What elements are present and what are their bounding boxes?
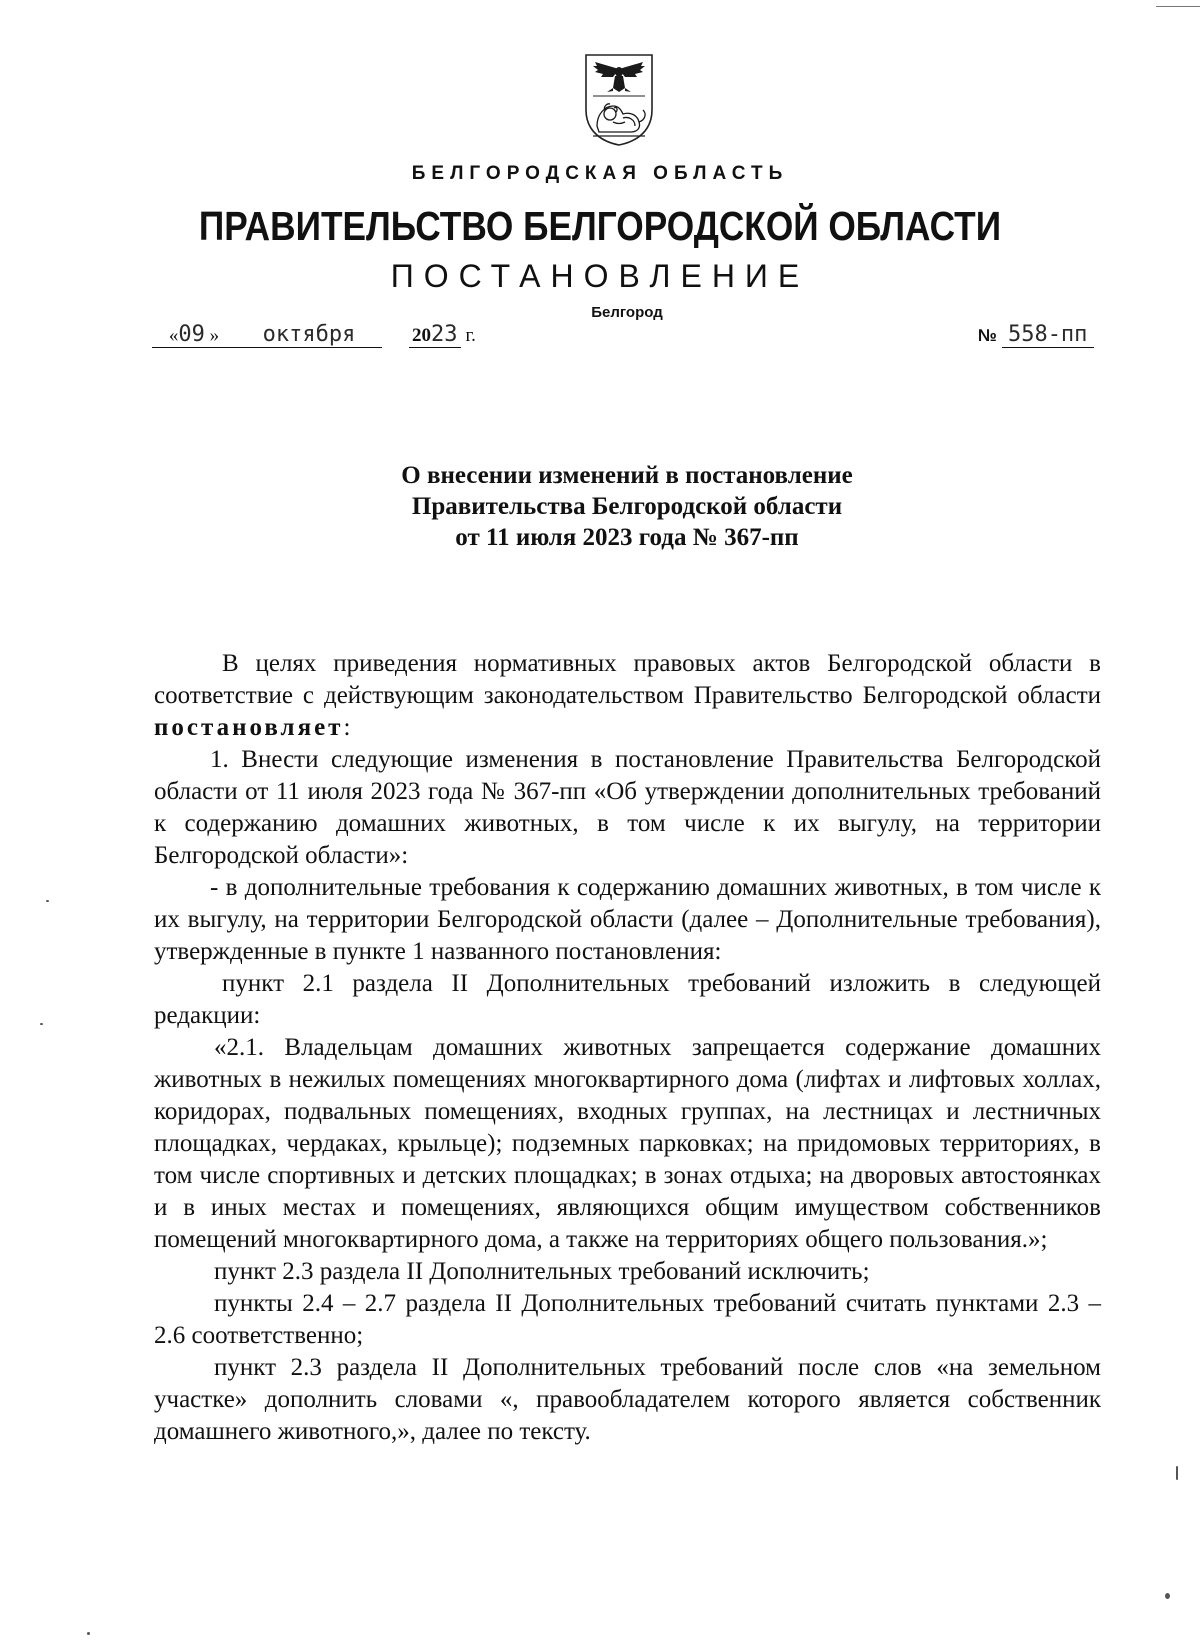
number-field xyxy=(1002,324,1094,348)
date-day: 09 xyxy=(178,322,205,347)
paragraph-clause-2-1-text: «2.1. Владельцам домашних животных запрещается содержание домашних животных в нежилых помещениях многоквартирного дома (лифтах и лифтовых холлах, коридорах, подвальных помещениях, входных группах, на лестницах и лестничных площадках, чердаках, крыльце); подземных парковках; на придомовых территориях, в том числе спортивных и детских площадках; в зонах отдыха; на дворовых автостоянках и в иных местах и помещениях, являющихся общим имуществом собственников помещений многоквартирного дома, а также на территориях общего пользования.»; xyxy=(154,1034,1101,1253)
date-year-unit: г. xyxy=(465,325,476,346)
city-name: Белгород xyxy=(591,304,663,321)
paragraph-amendments-intro: - в дополнительные требования к содержанию домашних животных, в том числе к их выгулу, на территории Белгородской области (далее – Дополнительные требования), утвержденные в пункте 1 названного постановления: xyxy=(154,874,1101,965)
scan-speck xyxy=(1176,1466,1178,1480)
scan-speck xyxy=(1165,1593,1170,1599)
date-quote-close: » xyxy=(209,325,220,346)
scan-speck xyxy=(40,1023,43,1025)
number-label: № xyxy=(978,326,997,345)
paragraph-clause-2-1-intro: пункт 2.1 раздела II Дополнительных требований изложить в следующей редакции: xyxy=(154,970,1101,1029)
paragraph-preamble xyxy=(154,648,1101,744)
date-year-suffix: 23 xyxy=(431,322,458,347)
date-month: октября xyxy=(262,322,356,347)
paragraph-clause-2-3-amend: пункт 2.3 раздела II Дополнительных требований после слов «на земельном участке» дополнить словами «, правообладателем которого является собственник домашнего животного,», далее по тексту. xyxy=(154,1354,1101,1445)
paragraph-renumber: пункты 2.4 – 2.7 раздела II Дополнительных требований считать пунктами 2.3 – 2.6 соответственно; xyxy=(154,1290,1101,1349)
date-month-field xyxy=(236,324,382,348)
decree-body xyxy=(154,648,1101,1448)
decree-date xyxy=(152,324,476,348)
preamble-colon: : xyxy=(343,714,351,741)
date-year-prefix: 20 xyxy=(412,325,431,346)
scan-edge-mark xyxy=(1156,0,1200,7)
title-line-3: от 11 июля 2023 года № 367-пп xyxy=(455,524,799,551)
coat-of-arms-emblem xyxy=(583,52,655,148)
title-line-2: Правительства Белгородской области xyxy=(411,493,843,520)
preamble-resolves: постановляет xyxy=(154,714,344,741)
date-year-field xyxy=(409,324,461,348)
paragraph-item-1: 1. Внести следующие изменения в постановление Правительства Белгородской области от 11 июля 2023 года № 367-пп «Об утверждении дополнительных требований к содержанию домашних животных, в том числе к их выгулу, на территории Белгородской области»: xyxy=(154,746,1101,869)
paragraph-clause-2-3-exclude: пункт 2.3 раздела II Дополнительных требований исключить; xyxy=(214,1258,870,1285)
government-name: ПРАВИТЕЛЬСТВО БЕЛГОРОДСКОЙ ОБЛАСТИ xyxy=(198,203,1002,249)
document-type: ПОСТАНОВЛЕНИЕ xyxy=(390,258,810,294)
scan-speck xyxy=(87,1632,90,1635)
region-name: БЕЛГОРОДСКАЯ ОБЛАСТЬ xyxy=(411,163,789,184)
date-day-field xyxy=(152,324,236,348)
date-quote-open: « xyxy=(168,325,179,346)
number-value: 558-пп xyxy=(1007,322,1088,347)
scan-speck xyxy=(46,900,49,902)
preamble-text: В целях приведения нормативных правовых актов Белгородской области в соответствие с действующим законодательством Правительство Белгородской области xyxy=(154,650,1101,709)
decree-title xyxy=(0,460,1200,553)
title-line-1: О внесении изменений в постановление xyxy=(401,462,853,489)
decree-number xyxy=(978,324,1094,348)
